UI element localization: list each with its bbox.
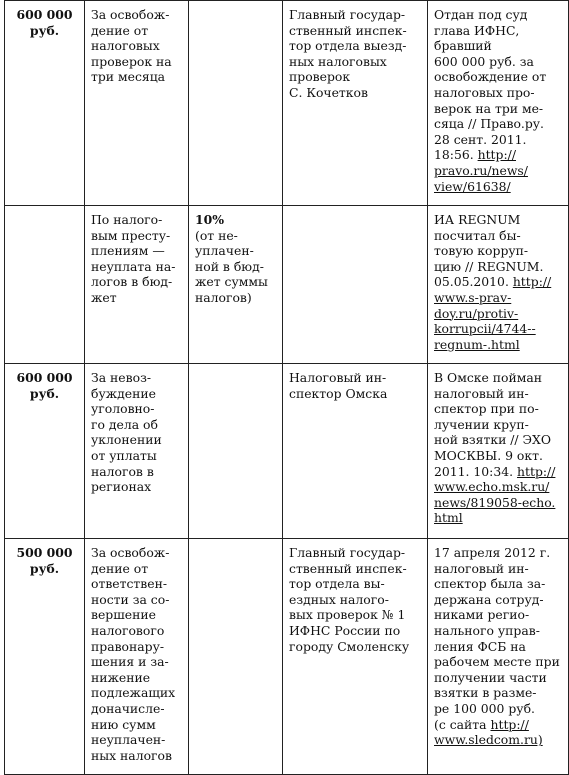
table-row bbox=[5, 364, 569, 539]
reason-text: налоговых bbox=[91, 38, 160, 54]
reason-text: уголовно- bbox=[91, 401, 155, 417]
source-text: налоговый ин- bbox=[434, 385, 529, 401]
source-text: спектор при по- bbox=[434, 401, 539, 417]
person-text: ных налоговых bbox=[289, 53, 387, 69]
person-text: ИФНС России по bbox=[289, 622, 401, 638]
percent-cell bbox=[189, 206, 283, 364]
person-text: Налоговый ин- bbox=[289, 370, 387, 385]
person-text: С. Кочетков bbox=[289, 84, 368, 100]
source-text: налоговый ин- bbox=[434, 560, 529, 576]
bribe-table bbox=[4, 0, 569, 775]
source-text: освобождение от bbox=[434, 69, 547, 85]
reason-text: нию сумм bbox=[91, 716, 156, 732]
reason-text: уклонении bbox=[91, 432, 162, 448]
amount-cell bbox=[5, 364, 85, 539]
source-text: нального управ- bbox=[434, 622, 540, 638]
percent-text: (от не- bbox=[195, 227, 238, 243]
person-text: тор отдела выезд- bbox=[289, 38, 407, 54]
amount-text: 600 000 bbox=[16, 7, 73, 22]
reason-text: дение от bbox=[91, 22, 149, 38]
amount-cell bbox=[5, 1, 85, 206]
source-line-with-link bbox=[434, 274, 562, 290]
source-link[interactable]: korrupcii/4744-- bbox=[434, 321, 536, 337]
person-cell bbox=[283, 206, 428, 364]
reason-text: три месяца bbox=[91, 69, 166, 85]
source-text: 28 сент. 2011. bbox=[434, 131, 527, 147]
source-text: лучении круп- bbox=[434, 416, 529, 432]
person-text: Главный государ- bbox=[289, 545, 406, 560]
source-text: рабочем месте при bbox=[434, 654, 560, 670]
person-text: ственный инспек- bbox=[289, 560, 407, 576]
source-text: Отдан под суд bbox=[434, 7, 528, 22]
reason-text: жет bbox=[91, 289, 117, 305]
source-text: посчитал бы- bbox=[434, 227, 521, 243]
source-line-with-link bbox=[434, 147, 562, 163]
source-text: получении части bbox=[434, 669, 547, 685]
reason-text: неуплачен- bbox=[91, 732, 166, 748]
source-link[interactable]: www.s-prav- bbox=[434, 289, 512, 305]
amount-text: руб. bbox=[29, 22, 60, 38]
source-text: держана сотруд- bbox=[434, 591, 544, 607]
source-link[interactable]: http:// bbox=[490, 716, 529, 732]
reason-text: По налого- bbox=[91, 212, 163, 227]
amount-text: 500 000 bbox=[16, 545, 73, 560]
source-cell bbox=[428, 539, 569, 775]
source-link[interactable]: regnum-.html bbox=[434, 336, 520, 352]
source-line-with-link bbox=[434, 717, 562, 733]
amount-text: руб. bbox=[29, 560, 60, 576]
reason-text: доначисле- bbox=[91, 700, 165, 716]
amount-cell bbox=[5, 206, 85, 364]
reason-text: правонару- bbox=[91, 638, 165, 654]
reason-text: подлежащих bbox=[91, 685, 176, 701]
reason-cell bbox=[85, 1, 189, 206]
source-text: взятки в разме- bbox=[434, 685, 537, 701]
reason-text: ответствен- bbox=[91, 576, 168, 592]
source-text: 2011. 10:34. bbox=[434, 463, 517, 479]
source-text: 17 апреля 2012 г. bbox=[434, 545, 551, 560]
source-cell bbox=[428, 1, 569, 206]
source-text: 05.05.2010. bbox=[434, 274, 513, 290]
source-link[interactable]: http:// bbox=[512, 274, 552, 290]
person-text: спектор Омска bbox=[289, 385, 388, 401]
source-link[interactable]: doy.ru/protiv- bbox=[434, 305, 519, 321]
source-link[interactable]: news/819058-echo. bbox=[434, 494, 556, 510]
person-text: ездных налого- bbox=[289, 591, 389, 607]
source-text: налоговых про- bbox=[434, 84, 535, 100]
reason-text: го дела об bbox=[91, 416, 158, 432]
reason-text: За невоз- bbox=[91, 370, 152, 385]
source-text: ной взятки // ЭХО bbox=[434, 432, 552, 448]
reason-text: ных налогов bbox=[91, 747, 172, 763]
reason-text: от уплаты bbox=[91, 447, 157, 463]
reason-text: проверок на bbox=[91, 53, 172, 69]
source-text: ре 100 000 руб. bbox=[434, 700, 536, 716]
amount-text: 600 000 bbox=[16, 370, 73, 385]
source-text: спектор была за- bbox=[434, 576, 546, 592]
source-text: верок на три ме- bbox=[434, 100, 544, 116]
amount-text: руб. bbox=[29, 385, 60, 401]
reason-cell bbox=[85, 539, 189, 775]
source-text: никами регио- bbox=[434, 607, 530, 623]
source-link[interactable]: www.echo.msk.ru/ bbox=[434, 479, 550, 495]
source-text: ИА REGNUM bbox=[434, 212, 521, 227]
table-row bbox=[5, 206, 569, 364]
reason-text: плениям — bbox=[91, 243, 165, 259]
source-link[interactable]: html bbox=[434, 510, 463, 526]
reason-text: налогового bbox=[91, 622, 165, 638]
percent-text: ной в бюд- bbox=[195, 258, 264, 274]
percent-cell bbox=[189, 539, 283, 775]
reason-text: За освобож- bbox=[91, 7, 170, 22]
source-cell bbox=[428, 364, 569, 539]
percent-cell bbox=[189, 364, 283, 539]
source-text: 18:56. bbox=[434, 147, 478, 163]
source-line-with-link bbox=[434, 464, 562, 480]
source-text: глава ИФНС, bbox=[434, 22, 520, 38]
reason-text: неуплата на- bbox=[91, 258, 176, 274]
source-link[interactable]: pravo.ru/news/ bbox=[434, 162, 528, 178]
source-text: бравший bbox=[434, 38, 492, 54]
person-cell bbox=[283, 539, 428, 775]
percent-cell bbox=[189, 1, 283, 206]
amount-cell bbox=[5, 539, 85, 775]
reason-text: логов в бюд- bbox=[91, 274, 173, 290]
person-text: проверок bbox=[289, 69, 351, 85]
reason-text: регионах bbox=[91, 479, 152, 495]
reason-text: ности за со- bbox=[91, 591, 170, 607]
person-text: вых проверок № 1 bbox=[289, 607, 406, 623]
source-link[interactable]: http:// bbox=[477, 147, 516, 163]
reason-text: вершение bbox=[91, 607, 156, 623]
source-text: цию // REGNUM. bbox=[434, 258, 544, 274]
source-text: В Омске пойман bbox=[434, 370, 543, 385]
reason-text: налогов в bbox=[91, 463, 154, 479]
person-cell bbox=[283, 364, 428, 539]
source-text: (с сайта bbox=[434, 716, 491, 732]
table-body bbox=[5, 1, 569, 775]
source-link[interactable]: http:// bbox=[517, 463, 556, 479]
table-row bbox=[5, 1, 569, 206]
reason-cell bbox=[85, 364, 189, 539]
percent-value: 10% bbox=[195, 212, 225, 227]
source-text: товую корруп- bbox=[434, 243, 529, 259]
percent-text: уплачен- bbox=[195, 243, 254, 259]
source-link[interactable]: view/61638/ bbox=[434, 178, 511, 194]
person-text: тор отдела вы- bbox=[289, 576, 385, 592]
reason-text: За освобож- bbox=[91, 545, 170, 560]
reason-cell bbox=[85, 206, 189, 364]
percent-text: жет суммы bbox=[195, 274, 268, 290]
source-link[interactable]: www.sledcom.ru) bbox=[434, 732, 543, 748]
source-text: ления ФСБ на bbox=[434, 638, 526, 654]
percent-text: налогов) bbox=[195, 289, 252, 305]
reason-text: вым престу- bbox=[91, 227, 171, 243]
reason-text: буждение bbox=[91, 385, 156, 401]
person-cell bbox=[283, 1, 428, 206]
reason-text: дение от bbox=[91, 560, 149, 576]
table-row bbox=[5, 539, 569, 775]
person-text: Главный государ- bbox=[289, 7, 406, 22]
reason-text: нижение bbox=[91, 669, 151, 685]
source-text: МОСКВЫ. 9 окт. bbox=[434, 447, 543, 463]
person-text: ственный инспек- bbox=[289, 22, 407, 38]
reason-text: шения и за- bbox=[91, 654, 169, 670]
source-cell bbox=[428, 206, 569, 364]
person-text: городу Смоленску bbox=[289, 638, 410, 654]
source-text: сяца // Право.ру. bbox=[434, 116, 544, 132]
source-text: 600 000 руб. за bbox=[434, 53, 534, 69]
